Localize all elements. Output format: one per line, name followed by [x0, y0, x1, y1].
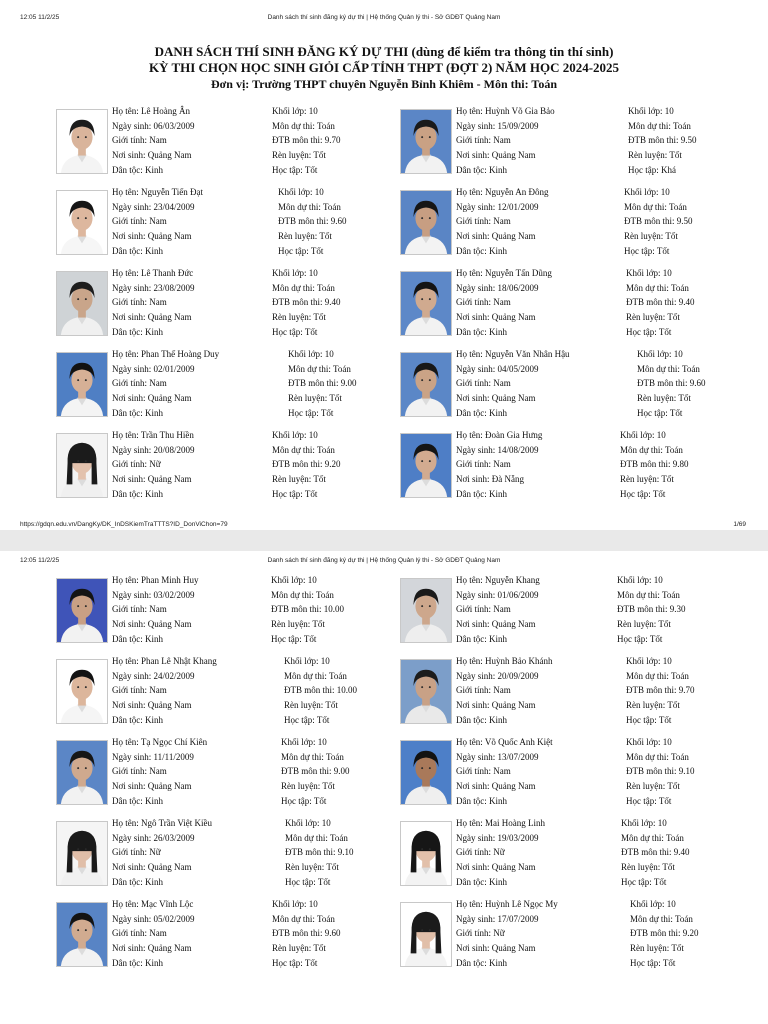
student-pob: Nơi sinh: Quảng Nam	[112, 862, 192, 872]
student-conduct: Rèn luyện: Tốt	[285, 862, 339, 872]
student-eth: Dân tộc: Kinh	[112, 408, 163, 418]
student-dob: Ngày sinh: 12/01/2009	[456, 202, 539, 212]
student-study: Học tập: Tốt	[626, 327, 672, 337]
student-dob: Ngày sinh: 14/08/2009	[456, 445, 539, 455]
student-pob: Nơi sinh: Quảng Nam	[112, 150, 192, 160]
student-score: ĐTB môn thi: 10.00	[271, 604, 345, 614]
student-score: ĐTB môn thi: 9.60	[278, 216, 347, 226]
student-subject: Môn dự thi: Toán	[628, 121, 691, 131]
student-pob: Nơi sinh: Quảng Nam	[112, 619, 192, 629]
student-score: ĐTB môn thi: 9.00	[288, 378, 357, 388]
student-score: ĐTB môn thi: 9.80	[620, 459, 689, 469]
student-card	[400, 818, 740, 890]
student-sex: Giới tính: Nữ	[456, 928, 505, 938]
student-conduct: Rèn luyện: Tốt	[271, 619, 325, 629]
student-name: Họ tên: Lê Thanh Đức	[112, 268, 194, 278]
student-grade: Khối lớp: 10	[621, 818, 667, 828]
student-dob: Ngày sinh: 01/06/2009	[456, 590, 539, 600]
student-sex: Giới tính: Nam	[112, 135, 167, 145]
student-eth: Dân tộc: Kinh	[456, 165, 507, 175]
student-card	[56, 268, 396, 340]
student-sex: Giới tính: Nữ	[112, 847, 161, 857]
student-score: ĐTB môn thi: 9.40	[621, 847, 690, 857]
student-sex: Giới tính: Nam	[456, 216, 511, 226]
student-conduct: Rèn luyện: Tốt	[617, 619, 671, 629]
print-title: Danh sách thí sinh đăng ký dự thi | Hệ thống Quản lý thi - Sở GDĐT Quảng Nam	[267, 14, 501, 21]
student-grade: Khối lớp: 10	[272, 268, 318, 278]
student-conduct: Rèn luyện: Tốt	[626, 312, 680, 322]
student-card	[56, 818, 396, 890]
student-name: Họ tên: Phan Minh Huy	[112, 575, 199, 585]
student-eth: Dân tộc: Kinh	[112, 796, 163, 806]
heading-line-3: Đơn vị: Trường THPT chuyên Nguyễn Bỉnh Khiêm - Môn thi: Toán	[210, 77, 557, 91]
student-study: Học tập: Tốt	[288, 408, 334, 418]
student-subject: Môn dự thi: Toán	[272, 283, 335, 293]
student-card	[56, 737, 396, 809]
student-photo	[400, 659, 452, 724]
student-sex: Giới tính: Nam	[456, 685, 511, 695]
student-conduct: Rèn luyện: Tốt	[637, 393, 691, 403]
student-pob: Nơi sinh: Quảng Nam	[456, 862, 536, 872]
student-sex: Giới tính: Nam	[112, 216, 167, 226]
student-eth: Dân tộc: Kinh	[456, 715, 507, 725]
student-score: ĐTB môn thi: 9.40	[272, 297, 341, 307]
student-pob: Nơi sinh: Quảng Nam	[112, 312, 192, 322]
student-name: Họ tên: Nguyễn Văn Nhân Hậu	[456, 349, 570, 359]
student-eth: Dân tộc: Kinh	[112, 246, 163, 256]
student-sex: Giới tính: Nam	[112, 928, 167, 938]
student-name: Họ tên: Tạ Ngọc Chí Kiên	[112, 737, 208, 747]
student-name: Họ tên: Phan Thế Hoàng Duy	[112, 349, 220, 359]
student-study: Học tập: Tốt	[278, 246, 324, 256]
student-pob: Nơi sinh: Quảng Nam	[112, 393, 192, 403]
student-conduct: Rèn luyện: Tốt	[272, 474, 326, 484]
student-name: Họ tên: Nguyễn An Đông	[456, 187, 549, 197]
student-photo	[56, 659, 108, 724]
student-subject: Môn dự thi: Toán	[272, 914, 335, 924]
student-pob: Nơi sinh: Quảng Nam	[112, 943, 192, 953]
student-card	[56, 575, 396, 647]
student-dob: Ngày sinh: 03/02/2009	[112, 590, 195, 600]
print-title: Danh sách thí sinh đăng ký dự thi | Hệ thống Quản lý thi - Sở GDĐT Quảng Nam	[267, 557, 501, 564]
student-photo	[56, 740, 108, 805]
student-score: ĐTB môn thi: 9.60	[637, 378, 706, 388]
student-score: ĐTB môn thi: 9.30	[617, 604, 686, 614]
student-card	[56, 656, 396, 728]
student-grade: Khối lớp: 10	[620, 430, 666, 440]
student-study: Học tập: Tốt	[637, 408, 683, 418]
student-conduct: Rèn luyện: Tốt	[621, 862, 675, 872]
student-study: Học tập: Tốt	[620, 489, 666, 499]
student-score: ĐTB môn thi: 9.20	[630, 928, 699, 938]
student-conduct: Rèn luyện: Tốt	[626, 700, 680, 710]
student-dob: Ngày sinh: 11/11/2009	[112, 752, 194, 762]
student-eth: Dân tộc: Kinh	[456, 327, 507, 337]
student-subject: Môn dự thi: Toán	[278, 202, 341, 212]
student-subject: Môn dự thi: Toán	[621, 833, 684, 843]
student-photo	[56, 821, 108, 886]
student-conduct: Rèn luyện: Tốt	[281, 781, 335, 791]
student-pob: Nơi sinh: Quảng Nam	[112, 231, 192, 241]
student-eth: Dân tộc: Kinh	[456, 877, 507, 887]
student-sex: Giới tính: Nam	[112, 766, 167, 776]
student-dob: Ngày sinh: 13/07/2009	[456, 752, 539, 762]
student-dob: Ngày sinh: 23/04/2009	[112, 202, 195, 212]
student-study: Học tập: Tốt	[272, 165, 318, 175]
student-grade: Khối lớp: 10	[271, 575, 317, 585]
student-subject: Môn dự thi: Toán	[272, 121, 335, 131]
student-grade: Khối lớp: 10	[630, 899, 676, 909]
student-score: ĐTB môn thi: 9.60	[272, 928, 341, 938]
print-header	[0, 557, 768, 569]
page-url[interactable]: https://gdqn.edu.vn/DangKy/DK_InDSKiemTraTTTS?ID_DonViChon=79	[20, 521, 228, 528]
student-subject: Môn dự thi: Toán	[624, 202, 687, 212]
student-conduct: Rèn luyện: Tốt	[288, 393, 342, 403]
student-study: Học tập: Tốt	[272, 958, 318, 968]
student-subject: Môn dự thi: Toán	[626, 752, 689, 762]
student-dob: Ngày sinh: 20/09/2009	[456, 671, 539, 681]
student-pob: Nơi sinh: Quảng Nam	[456, 700, 536, 710]
student-dob: Ngày sinh: 06/03/2009	[112, 121, 195, 131]
student-eth: Dân tộc: Kinh	[456, 958, 507, 968]
student-sex: Giới tính: Nữ	[456, 847, 505, 857]
student-sex: Giới tính: Nam	[456, 459, 511, 469]
student-eth: Dân tộc: Kinh	[112, 634, 163, 644]
student-conduct: Rèn luyện: Tốt	[272, 150, 326, 160]
student-dob: Ngày sinh: 23/08/2009	[112, 283, 195, 293]
student-conduct: Rèn luyện: Tốt	[272, 312, 326, 322]
student-card	[56, 106, 396, 178]
student-subject: Môn dự thi: Toán	[617, 590, 680, 600]
student-study: Học tập: Tốt	[617, 634, 663, 644]
student-eth: Dân tộc: Kinh	[456, 796, 507, 806]
student-sex: Giới tính: Nam	[456, 297, 511, 307]
document-heading	[0, 44, 768, 92]
student-photo	[400, 352, 452, 417]
student-grade: Khối lớp: 10	[624, 187, 670, 197]
student-pob: Nơi sinh: Quảng Nam	[456, 619, 536, 629]
student-grade: Khối lớp: 10	[272, 899, 318, 909]
student-pob: Nơi sinh: Quảng Nam	[112, 781, 192, 791]
student-subject: Môn dự thi: Toán	[626, 671, 689, 681]
student-subject: Môn dự thi: Toán	[271, 590, 334, 600]
student-score: ĐTB môn thi: 9.50	[624, 216, 693, 226]
student-sex: Giới tính: Nam	[112, 378, 167, 388]
student-card	[56, 187, 396, 259]
student-study: Học tập: Tốt	[621, 877, 667, 887]
student-sex: Giới tính: Nam	[112, 604, 167, 614]
student-photo	[56, 578, 108, 643]
student-grade: Khối lớp: 10	[284, 656, 330, 666]
page-2	[0, 551, 768, 1024]
student-sex: Giới tính: Nam	[456, 135, 511, 145]
student-name: Họ tên: Phan Lê Nhật Khang	[112, 656, 217, 666]
student-conduct: Rèn luyện: Tốt	[284, 700, 338, 710]
student-study: Học tập: Tốt	[626, 715, 672, 725]
student-conduct: Rèn luyện: Tốt	[278, 231, 332, 241]
student-grade: Khối lớp: 10	[626, 268, 672, 278]
student-dob: Ngày sinh: 17/07/2009	[456, 914, 539, 924]
student-conduct: Rèn luyện: Tốt	[626, 781, 680, 791]
student-name: Họ tên: Đoàn Gia Hưng	[456, 430, 543, 440]
student-dob: Ngày sinh: 26/03/2009	[112, 833, 195, 843]
student-conduct: Rèn luyện: Tốt	[628, 150, 682, 160]
student-study: Học tập: Tốt	[630, 958, 676, 968]
student-score: ĐTB môn thi: 9.20	[272, 459, 341, 469]
student-photo	[56, 902, 108, 967]
student-name: Họ tên: Nguyễn Tiến Đạt	[112, 187, 203, 197]
student-grade: Khối lớp: 10	[272, 430, 318, 440]
student-subject: Môn dự thi: Toán	[626, 283, 689, 293]
student-pob: Nơi sinh: Quảng Nam	[456, 781, 536, 791]
student-card	[400, 349, 740, 421]
page-separator	[0, 530, 768, 551]
print-time: 12:05 11/2/25	[20, 14, 60, 21]
student-name: Họ tên: Ngô Trần Việt Kiều	[112, 818, 213, 828]
student-name: Họ tên: Huỳnh Lê Ngọc My	[456, 899, 558, 909]
print-time: 12:05 11/2/25	[20, 557, 60, 564]
student-eth: Dân tộc: Kinh	[456, 246, 507, 256]
student-score: ĐTB môn thi: 9.40	[626, 297, 695, 307]
student-conduct: Rèn luyện: Tốt	[630, 943, 684, 953]
student-score: ĐTB môn thi: 9.50	[628, 135, 697, 145]
student-card	[400, 737, 740, 809]
student-card	[56, 899, 396, 971]
student-study: Học tập: Tốt	[272, 327, 318, 337]
student-name: Họ tên: Huỳnh Võ Gia Bảo	[456, 106, 555, 116]
student-grade: Khối lớp: 10	[626, 737, 672, 747]
student-sex: Giới tính: Nam	[456, 604, 511, 614]
student-study: Học tập: Tốt	[626, 796, 672, 806]
student-dob: Ngày sinh: 24/02/2009	[112, 671, 195, 681]
student-subject: Môn dự thi: Toán	[620, 445, 683, 455]
student-card	[400, 187, 740, 259]
student-eth: Dân tộc: Kinh	[112, 165, 163, 175]
student-dob: Ngày sinh: 15/09/2009	[456, 121, 539, 131]
student-pob: Nơi sinh: Quảng Nam	[112, 700, 192, 710]
student-eth: Dân tộc: Kinh	[456, 408, 507, 418]
student-dob: Ngày sinh: 19/03/2009	[456, 833, 539, 843]
student-grade: Khối lớp: 10	[617, 575, 663, 585]
student-sex: Giới tính: Nam	[112, 297, 167, 307]
student-name: Họ tên: Nguyễn Khang	[456, 575, 540, 585]
student-photo	[56, 352, 108, 417]
student-name: Họ tên: Lê Hoàng Ân	[112, 106, 190, 116]
print-header	[0, 14, 768, 26]
student-grade: Khối lớp: 10	[278, 187, 324, 197]
student-pob: Nơi sinh: Quảng Nam	[112, 474, 192, 484]
student-card	[56, 430, 396, 502]
student-photo	[400, 109, 452, 174]
heading-line-1: DANH SÁCH THÍ SINH ĐĂNG KÝ DỰ THI (dùng để kiểm tra thông tin thí sinh)	[154, 44, 614, 59]
student-grade: Khối lớp: 10	[628, 106, 674, 116]
student-name: Họ tên: Trần Thu Hiền	[112, 430, 194, 440]
student-score: ĐTB môn thi: 9.00	[281, 766, 350, 776]
student-photo	[56, 271, 108, 336]
student-eth: Dân tộc: Kinh	[112, 489, 163, 499]
student-card	[400, 430, 740, 502]
student-photo	[56, 109, 108, 174]
student-dob: Ngày sinh: 02/01/2009	[112, 364, 195, 374]
student-study: Học tập: Khá	[628, 165, 676, 175]
student-score: ĐTB môn thi: 9.70	[272, 135, 341, 145]
student-score: ĐTB môn thi: 10.00	[284, 685, 358, 695]
student-pob: Nơi sinh: Quảng Nam	[456, 231, 536, 241]
student-study: Học tập: Tốt	[284, 715, 330, 725]
student-photo	[400, 271, 452, 336]
student-photo	[56, 433, 108, 498]
student-photo	[400, 740, 452, 805]
student-grade: Khối lớp: 10	[626, 656, 672, 666]
student-eth: Dân tộc: Kinh	[456, 489, 507, 499]
student-grade: Khối lớp: 10	[285, 818, 331, 828]
student-eth: Dân tộc: Kinh	[112, 327, 163, 337]
student-photo	[400, 190, 452, 255]
student-pob: Nơi sinh: Quảng Nam	[456, 150, 536, 160]
student-dob: Ngày sinh: 04/05/2009	[456, 364, 539, 374]
student-subject: Môn dự thi: Toán	[285, 833, 348, 843]
student-photo	[400, 578, 452, 643]
student-conduct: Rèn luyện: Tốt	[624, 231, 678, 241]
student-grade: Khối lớp: 10	[288, 349, 334, 359]
student-subject: Môn dự thi: Toán	[284, 671, 347, 681]
student-dob: Ngày sinh: 05/02/2009	[112, 914, 195, 924]
student-name: Họ tên: Nguyễn Tấn Dũng	[456, 268, 552, 278]
student-card	[400, 575, 740, 647]
student-subject: Môn dự thi: Toán	[272, 445, 335, 455]
student-sex: Giới tính: Nữ	[112, 459, 161, 469]
student-photo	[400, 821, 452, 886]
student-conduct: Rèn luyện: Tốt	[272, 943, 326, 953]
student-subject: Môn dự thi: Toán	[281, 752, 344, 762]
heading-line-2: KỲ THI CHỌN HỌC SINH GIỎI CẤP TỈNH THPT (ĐỢT 2) NĂM HỌC 2024-2025	[148, 60, 620, 75]
student-card	[56, 349, 396, 421]
student-eth: Dân tộc: Kinh	[112, 715, 163, 725]
student-grade: Khối lớp: 10	[637, 349, 683, 359]
student-score: ĐTB môn thi: 9.10	[285, 847, 354, 857]
student-card	[400, 899, 740, 971]
student-score: ĐTB môn thi: 9.70	[626, 685, 695, 695]
student-study: Học tập: Tốt	[281, 796, 327, 806]
student-grade: Khối lớp: 10	[281, 737, 327, 747]
student-sex: Giới tính: Nam	[456, 378, 511, 388]
student-conduct: Rèn luyện: Tốt	[620, 474, 674, 484]
student-eth: Dân tộc: Kinh	[456, 634, 507, 644]
student-name: Họ tên: Mai Hoàng Linh	[456, 818, 545, 828]
student-subject: Môn dự thi: Toán	[288, 364, 351, 374]
student-subject: Môn dự thi: Toán	[630, 914, 693, 924]
student-study: Học tập: Tốt	[272, 489, 318, 499]
student-study: Học tập: Tốt	[285, 877, 331, 887]
student-pob: Nơi sinh: Quảng Nam	[456, 943, 536, 953]
student-study: Học tập: Tốt	[624, 246, 670, 256]
student-study: Học tập: Tốt	[271, 634, 317, 644]
student-grade: Khối lớp: 10	[272, 106, 318, 116]
student-eth: Dân tộc: Kinh	[112, 877, 163, 887]
student-card	[400, 106, 740, 178]
student-sex: Giới tính: Nam	[112, 685, 167, 695]
student-photo	[400, 433, 452, 498]
page-number: 1/69	[733, 521, 746, 528]
student-score: ĐTB môn thi: 9.10	[626, 766, 695, 776]
student-card	[400, 656, 740, 728]
student-card	[400, 268, 740, 340]
student-sex: Giới tính: Nam	[456, 766, 511, 776]
student-photo	[56, 190, 108, 255]
student-name: Họ tên: Võ Quốc Anh Kiệt	[456, 737, 553, 747]
student-name: Họ tên: Mạc Vĩnh Lộc	[112, 899, 194, 909]
student-dob: Ngày sinh: 18/06/2009	[456, 283, 539, 293]
student-name: Họ tên: Huỳnh Bảo Khánh	[456, 656, 553, 666]
student-eth: Dân tộc: Kinh	[112, 958, 163, 968]
student-pob: Nơi sinh: Quảng Nam	[456, 393, 536, 403]
student-pob: Nơi sinh: Quảng Nam	[456, 312, 536, 322]
student-pob: Nơi sinh: Đà Nẵng	[456, 474, 525, 484]
student-subject: Môn dự thi: Toán	[637, 364, 700, 374]
student-photo	[400, 902, 452, 967]
student-dob: Ngày sinh: 20/08/2009	[112, 445, 195, 455]
